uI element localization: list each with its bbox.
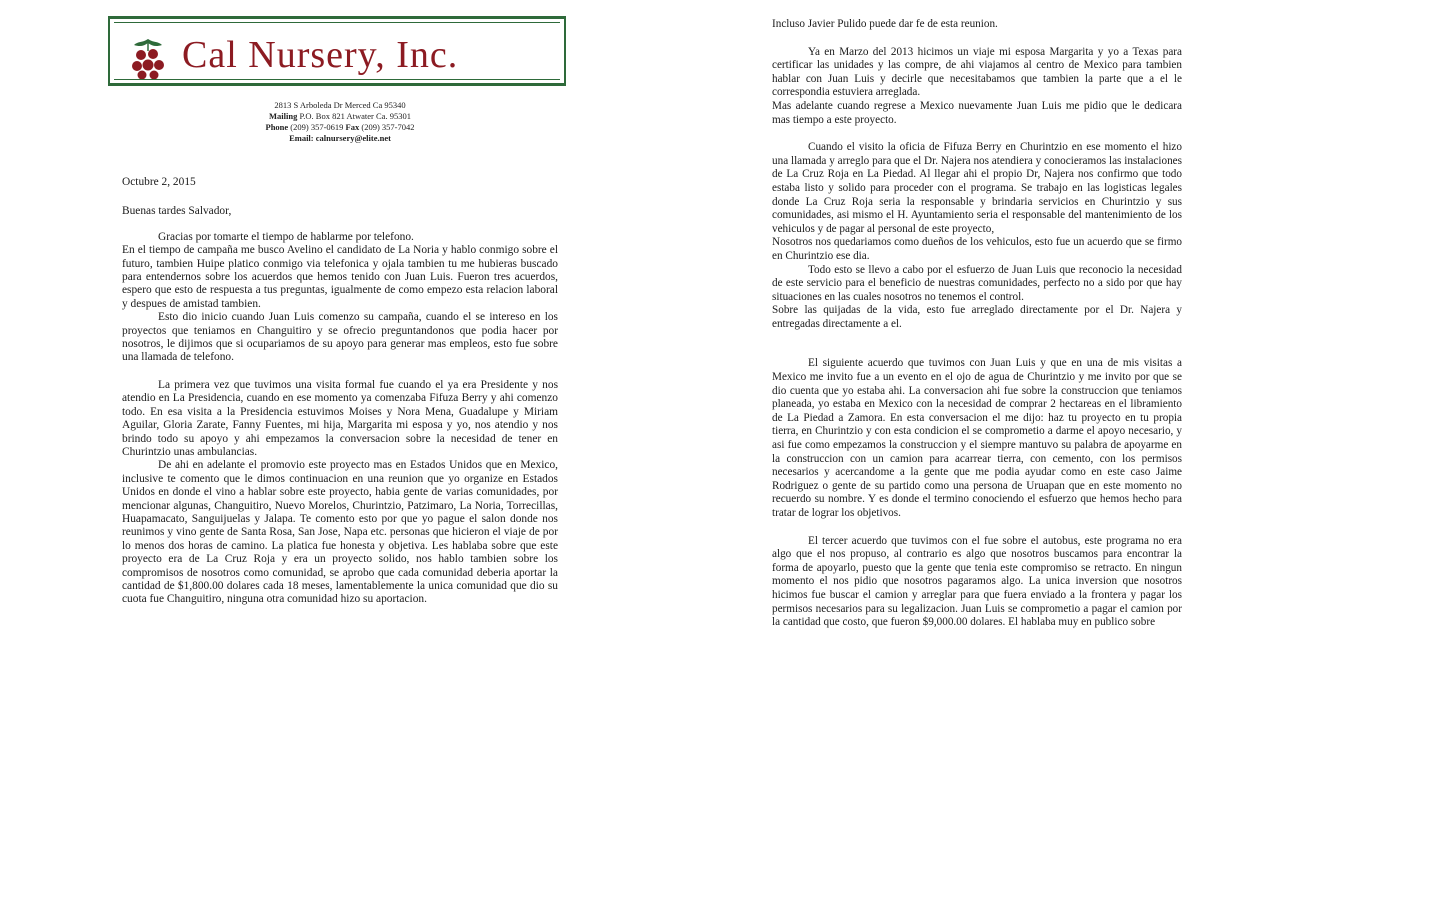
- paragraph: El tercer acuerdo que tuvimos con el fue sobre el autobus, este programa no era algo que el nos propuso, al contrario es algo que nosotros buscamos para encontrar la forma de apoyarlo, puesto que la gente que tenia este compromiso se retracto. En ningun momento el nos pidio que nosotros pagaramos algo. La unica inversion que nosotros hicimos fue buscar el camion y arreglar para que fuera enviado a la frontera y pagar los permisos necesarios para su legalizacion. Juan Luis se comprometio a pagar el camion por la cantidad que costo, que fueron $9,000.00 dolares. El hablaba muy en publico sobre: [772, 534, 1182, 629]
- salutation: Buenas tardes Salvador,: [122, 205, 232, 218]
- letter-date: Octubre 2, 2015: [122, 176, 196, 188]
- paragraph: De ahi en adelante el promovio este proyecto mas en Estados Unidos que en Mexico, inclusive te comento que le dimos continuacion en una reunion que yo organize en Estados Unidos en donde el vino a hablar sobre este proyecto, habia gente de varias comunidades, por mencionar algunas, Changuitiro, Nuevo Morelos, Churintzio, Patzimaro, La Noria, Torrecillas, Huapamacato, Sanguijuelas y Jalapa. Te comento esto por que yo pague el salon donde nos reunimos y vino gente de Santa Rosa, San Jose, Napa etc. personas que hicieron el viaje de por lo menos dos horas de camino. La platica fue honesta y objetiva. Les hablaba sobre que este proyecto era de La Cruz Roja y era un proyecto solido, nos hablo tambien sobre los compromisos de nosotros como comunidad, se aprobo que cada comunidad deberia aportar la cantidad de $1,800.00 dolares cada 18 meses, lamentablemente la unica comunidad que dio su cuota fue Changuitiro, ninguna otra comunidad hizo su aportacion.: [122, 459, 558, 606]
- letter-page-1: [122, 176, 558, 607]
- paragraph: Mas adelante cuando regrese a Mexico nuevamente Juan Luis me pidio que le dedicara mas tiempo a este proyecto.: [772, 99, 1182, 126]
- company-address-block: [200, 100, 480, 144]
- paragraph: Incluso Javier Pulido puede dar fe de esta reunion.: [772, 18, 998, 30]
- paragraph: Ya en Marzo del 2013 hicimos un viaje mi esposa Margarita y yo a Texas para certificar las unidades y las compre, de ahi viajamos al centro de Mexico para tambien hablar con Juan Luis y decirle que necesitabamos que tambien la parte que a el le correspondia estuviera arreglada.: [772, 45, 1182, 99]
- paragraph: Cuando el visito la oficia de Fifuza Berry en Churintzio en ese momento el hizo una llamada y arreglo para que el Dr. Najera nos atendiera y conocieramos las instalaciones de La Cruz Roja en La Piedad. Al llegar ahi el propio Dr, Najera nos confirmo que todo estaba listo y solido para proceder con el programa. Se trabajo en las logisticas legales donde La Cruz Roja seria la responsable y brindaria servicios en Churintzio y sus comunidades, asi mismo el H. Ayuntamiento seria el responsable del mantenimiento de los vehiculos y de pagar al personal de este proyecto,: [772, 141, 1182, 235]
- paragraph: La primera vez que tuvimos una visita formal fue cuando el ya era Presidente y nos atendio en La Presidencia, cuando en ese momento ya comenzaba Fifuza Berry y ahi comenzo todo. En esa visita a la Presidencia estuvimos Moises y Nora Mena, Guadalupe y Miriam Aguilar, Gloria Zarate, Fanny Fuentes, mi hija, Margarita mi esposa y yo, nos atendio y nos brindo todo su apoyo y ahi empezamos la conversacion sobre la necesidad de tener en Churintzio unas ambulancias.: [122, 378, 558, 458]
- paragraph: Nosotros nos quedariamos como dueños de los vehiculos, esto fue un acuerdo que se firmo en Churintzio ese dia.: [772, 236, 1182, 262]
- phone-fax: Phone (209) 357-0619 Fax (209) 357-7042: [265, 122, 415, 132]
- paragraph: Gracias por tomarte el tiempo de hablarme por telefono.: [158, 230, 414, 243]
- paragraph: En el tiempo de campaña me busco Avelino el candidato de La Noria y hablo conmigo sobre el futuro, tambien Huipe platico conmigo via telefonica y ojala tambien tu me hubieras buscado para entendernos sobre los acuerdos que hemos tenido con Juan Luis. Fueron tres acuerdos, espero que esto de respuesta a tus preguntas, igualmente de como empezo esta relacion laboral y despues de amistad tambien.: [122, 244, 558, 310]
- street-address: 2813 S Arboleda Dr Merced Ca 95340: [274, 100, 406, 110]
- company-name: Cal Nursery, Inc.: [182, 34, 459, 76]
- paragraph: Todo esto se llevo a cabo por el esfuerzo de Juan Luis que reconocio la necesidad de este servicio para el beneficio de nuestras comunidades, perfecto no a sido por que hay situaciones en las cuales nosotros no tenemos el control.: [772, 263, 1182, 303]
- paragraph: El siguiente acuerdo que tuvimos con Juan Luis y que en una de mis visitas a Mexico me invito fue a un evento en el ojo de agua de Churintzio y me invito por que se dio cuenta que yo estaba ahi. La conversacion ahi fue sobre la construccion que teniamos planeada, yo estaba en Mexico con la necesidad de comprar 2 hectareas en el libramiento de La Piedad a Zamora. En esta conversacion el me dijo: haz tu proyecto en tu propia tierra, en Churintzio y con esta condicion el se comprometio a darme el apoyo necesario, y asi fue como empezamos la construccion y el siempre mantuvo su palabra de apoyarme en la construccion con un camion para acarrear tierra, con cemento, con los permisos necesarios y acercandome a la gente que me podia ayudar como en este caso Jaime Rodriguez o gente de su partido como una persona de Uruapan que en este momento no recuerdo su nombre. Y es donde el termino conociendo el esfuerzo que hemos hecho para tratar de lograr los objetivos.: [772, 357, 1182, 519]
- paragraph: Esto dio inicio cuando Juan Luis comenzo su campaña, cuando el se intereso en los proyectos que teniamos en Changuitiro y se ofrecio preguntandonos que podia hacer por nosotros, le dijimos que si ocupariamos de su apoyo para generar mas empleos, esto fue sobre una llamada de telefono.: [122, 311, 558, 364]
- letter-page-2: [772, 18, 1182, 630]
- mailing-address: Mailing P.O. Box 821 Atwater Ca. 95301: [269, 111, 411, 121]
- berries-logo-icon: [128, 37, 168, 81]
- paragraph: Sobre las quijadas de la vida, esto fue arreglado directamente por el Dr. Najera y entregadas directamente a el.: [772, 304, 1182, 330]
- letterhead: [108, 16, 566, 86]
- email: Email: calnursery@elite.net: [289, 133, 391, 143]
